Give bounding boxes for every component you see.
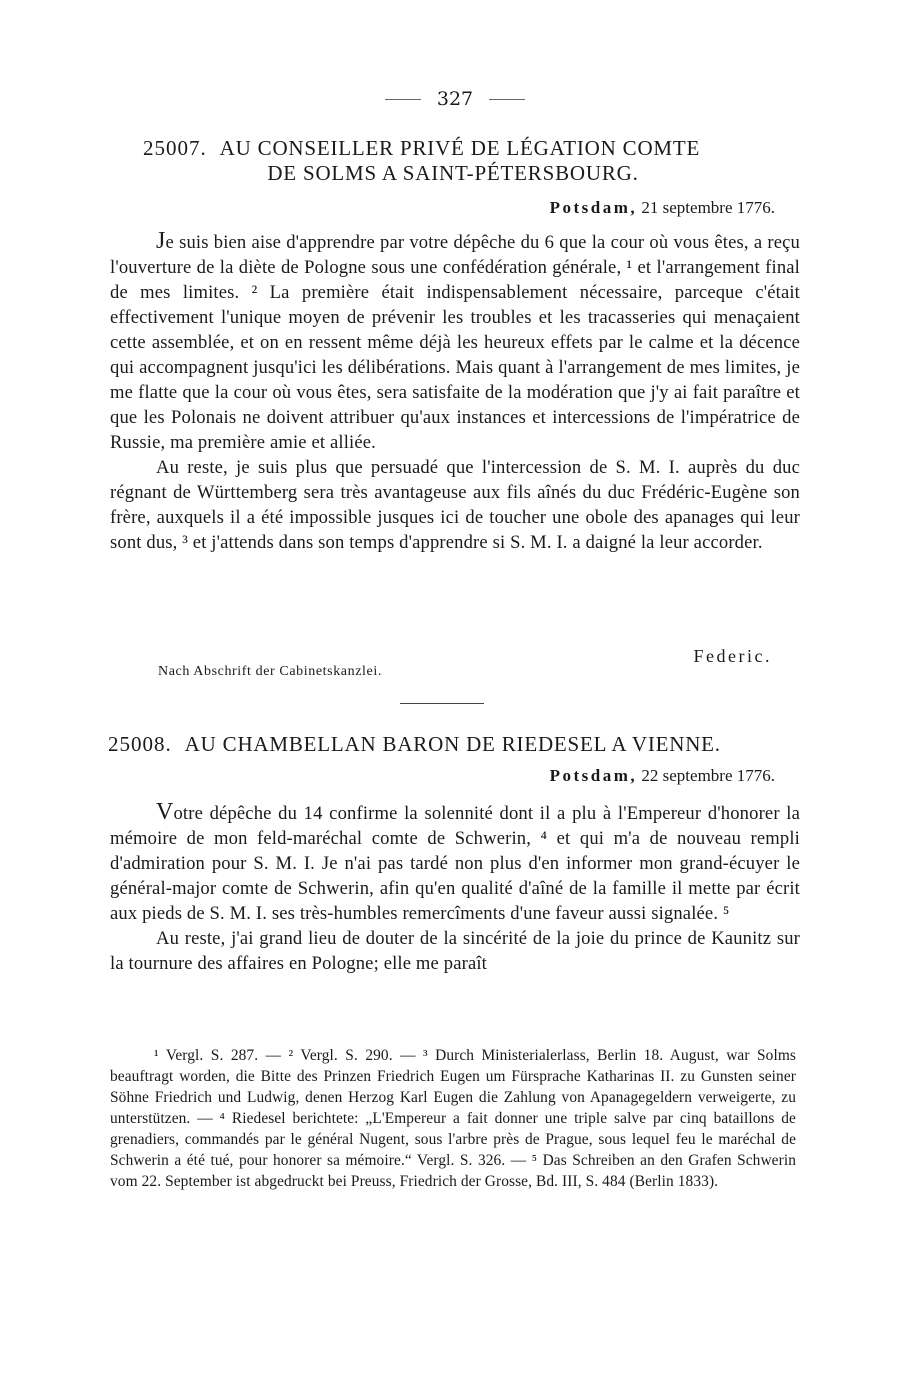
page-number: 327	[436, 88, 474, 110]
dateline-date: 21 septembre 1776.	[641, 198, 775, 217]
letter-source-note: Nach Abschrift der Cabinetskanzlei.	[158, 664, 382, 679]
dateline-date: 22 septembre 1776.	[641, 766, 775, 785]
letter-paragraph: Je suis bien aise d'apprendre par votre dépêche du 6 que la cour où vous êtes, a reçu l'ouverture de la diète de Pologne sous une confédération générale, ¹ et l'arrangement final de mes limites. ² La première était indispensablement nécessaire, parceque c'était effectivement l'unique moyen de prévenir les troubles et les tracasseries qui menaçaient cette assemblée, et on en ressent même déjà les heureux effets par le calme et la décence qui accompagnent jusqu'ici les délibérations. Mais quant à l'arrangement de mes limites, je me flatte que la cour où vous êtes, sera satisfaite de la modération que j'y ai fait paraître et que les Polonais ne doivent attribuer qu'aux instances et intercessions de l'impératrice de Russie, ma première amie et alliée.	[110, 228, 800, 453]
dateline-place: Potsdam,	[549, 766, 638, 785]
letter-number: 25008.	[108, 732, 172, 756]
letter-recipient-line2: DE SOLMS A SAINT-PÉTERSBOURG.	[267, 161, 639, 185]
letter-heading	[108, 732, 798, 757]
letter-body	[110, 800, 800, 976]
page-header	[380, 88, 530, 110]
letter-paragraph: Au reste, je suis plus que persuadé que l'intercession de S. M. I. auprès du duc régnant de Württemberg sera très avantageuse aux fils aînés du duc Frédéric-Eugène son frère, auxquels il a été impossible jusques ici de toucher une obole des apanages qui leur sont dus, ³ et j'attends dans son temps d'apprendre si S. M. I. a daigné la leur accorder.	[110, 457, 800, 553]
section-separator	[400, 703, 484, 704]
footnote-text: ¹ Vergl. S. 287. — ² Vergl. S. 290. — ³ Durch Ministerialerlass, Berlin 18. August, war Solms beauftragt worden, die Bitte des Prinzen Friedrich Eugen um Fürsprache Katharinas II. zu Gunsten seiner Söhne Friedrich und Ludwig, denen Herzog Karl Eugen die Zahlung von Apanagegeldern verweigerte, zu unterstützen. — ⁴ Riedesel berichtete: „L'Empereur a fait donner une triple salve par cinq bataillons de grenadiers, commandés par le général Nugent, sous l'arbre près de Prague, sous lequel feu le maréchal de Schwerin a été tué, pour honorer sa mémoire.“ Vergl. S. 326. — ⁵ Das Schreiben an den Grafen Schwerin vom 22. September ist abgedruckt bei Preuss, Friedrich der Grosse, Bd. III, S. 484 (Berlin 1833).	[110, 1047, 796, 1190]
dateline-place: Potsdam,	[549, 198, 638, 217]
letter-recipient: AU CHAMBELLAN BARON DE RIEDESEL A VIENNE.	[184, 732, 721, 756]
letter-number: 25007.	[143, 136, 207, 160]
letter-dateline	[550, 766, 775, 786]
header-rule-right	[489, 99, 525, 100]
header-rule-left	[385, 99, 421, 100]
letter-body	[110, 229, 800, 555]
letter-paragraph: Votre dépêche du 14 confirme la solennité dont il a plu à l'Empereur d'honorer la mémoire de mon feld-maréchal comte de Schwerin, ⁴ et qui m'a de nouveau rempli d'admiration pour S. M. I. Je n'ai pas tardé non plus d'en informer mon grand-écuyer le général-major comte de Schwerin, afin qu'en qualité d'aîné de la famille il mette par écrit aux pieds de S. M. I. ses très-humbles remercîments d'une faveur aussi signalée. ⁵	[110, 799, 800, 924]
letter-heading	[108, 136, 798, 186]
letter-recipient-line1: AU CONSEILLER PRIVÉ DE LÉGATION COMTE	[219, 136, 701, 160]
letter-dateline	[550, 198, 775, 218]
letter-paragraph: Au reste, j'ai grand lieu de douter de la sincérité de la joie du prince de Kaunitz sur la tournure des affaires en Pologne; elle me paraît	[110, 928, 800, 974]
letter-signature: Federic.	[693, 646, 772, 666]
footnotes	[110, 1045, 796, 1192]
